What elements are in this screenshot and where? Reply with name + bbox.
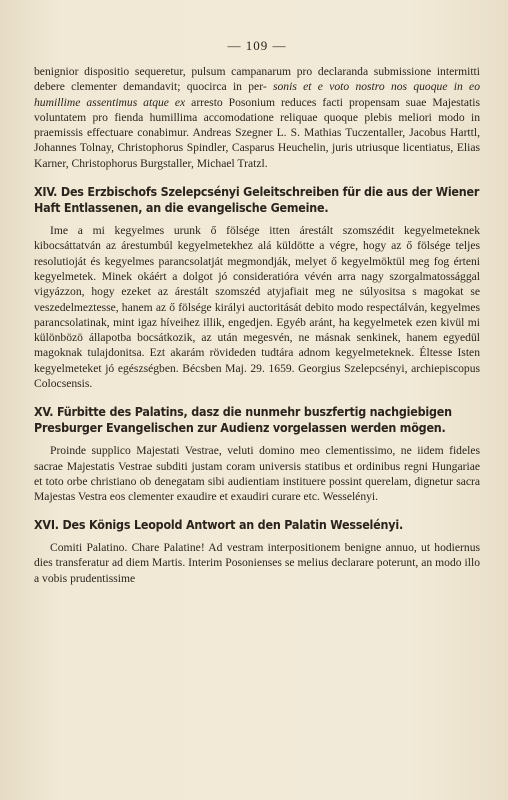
section-xiv [34, 184, 480, 391]
page-number: — 109 — [227, 38, 287, 53]
section-xvi-heading: XVI. Des Königs Leopold Antwort an den Palatin Wesselényi. [34, 516, 403, 532]
section-xvi-body: Comiti Palatino. Chare Palatine! Ad vestram interpositionem benigne annuo, ut hodiernus dies transferatur ad diem Martis. Interim Posonienses se melius declarare poterunt, an modo illo a vobis prudentissime [34, 541, 480, 585]
section-xv-heading: XV. Fürbitte des Palatins, dasz die nunmehr buszfertig nachgiebigen Presburger Evangelischen zur Audienz vorgelassen werden mögen. [34, 404, 452, 435]
intro-italic-text: sonis et e voto nostro nos quoque in eo humillime assentimus atque ex [34, 80, 480, 109]
intro-text-2: arresto Posonium reduces facti propensam suae Majestatis voluntatem pro fienda humillima accomodatione reliquae quoque plebis meliori modo in praemissis effectuare conabimur. Andreas Szegner L. S. Mathias Tuczentaller, Jacobus Harttl, Johannes Tolnay, Christophorus Spindler, Casparus Heuchelin, juris utriusque licentiatus, Elias Karner, Christophorus Burgstaller, Michael Tratzl. [34, 95, 480, 170]
intro-text-1: benignior dispositio sequeretur, pulsum campanarum pro declaranda submissione intermitti debere clementer demandavit; quocirca in per- [34, 65, 480, 94]
section-xvi [34, 517, 480, 586]
section-xv-body: Proinde supplico Majestati Vestrae, veluti domino meo clementissimo, ne iidem fideles sacrae Majestatis Vestrae subditi justam coram universis statibus et ordinibus regni Hungariae et toto orbe christiano ob denegatam sibi audientiam instituere possint querelam, dignetur sacra Majestas Vestra eos clementer exaudire et exaudiri curare etc. Wesselényi. [34, 444, 480, 504]
section-xiv-heading: XIV. Des Erzbischofs Szelepcsényi Geleitschreiben für die aus der Wiener Haft Entlassenen, an die evangelische Gemeine. [34, 184, 480, 215]
section-xv [34, 404, 480, 504]
intro-paragraph [34, 64, 480, 171]
section-xiv-body: Ime a mi kegyelmes urunk ő fölsége itten árestált szomszédit kegyelmeteknek kibocsáttatván az árestumbúl kegyelmetekhez alá küldötte a végre, hogy az ő fölsége teljes resolutioját és kegyelmes parancsolatját megmondják, melyet ő kegyelmöktül meg fog érteni kegyelmetek. Minek okáért a dolgot jó consideratióra vévén arra nagy szorgalmatossággal vigyázzon, hogy ezeket az árestált szomszéd atyjafiait meg ne súlyositsa s magokat se veszedelmeztesse, hanem az ő fölsége királyi auctoritását debito modo respectálván, kegyelmes parancsolatinak, mint igaz híveihez illik, engedjen. Egyéb aránt, ha kegyelmetek ezen kivül mi különbözö állapotba bocsátkozik, az után megesvén, ne másnak senkinek, hanem egyedül magoknak tulajdonitsa. Ezt akarám rövideden tudtára adnom kegyelmeteknek. Éltesse Isten kegyelmeteket jó egészségben. Bécsben Maj. 29. 1659. Georgius Szelepcsényi, archiepiscopus Colocsensis. [34, 224, 480, 391]
